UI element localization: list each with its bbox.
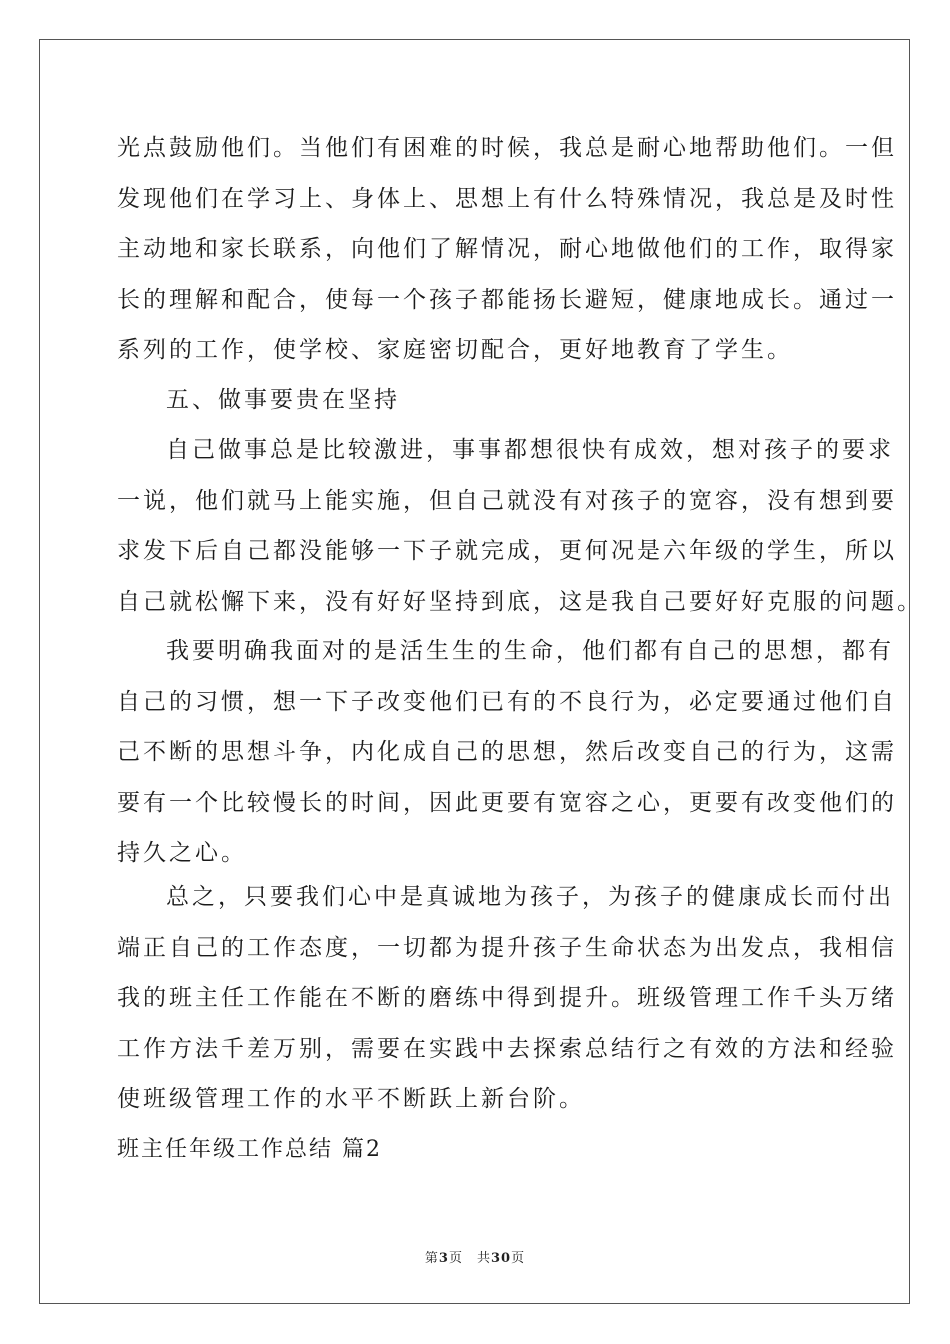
- section-heading-text: 五、做事要贵在坚持: [166, 387, 400, 413]
- paragraph-line: 工作方法千差万别，需要在实践中去探索总结行之有效的方法和经验: [117, 1035, 897, 1062]
- page-mid: 页 共: [448, 1251, 491, 1266]
- page-current: 3: [438, 1251, 449, 1266]
- paragraph-line: 我要明确我面对的是活生生的生命，他们都有自己的思想，都有: [166, 638, 894, 664]
- paragraph-line: 己不断的思想斗争，内化成自己的思想，然后改变自己的行为，这需: [117, 739, 897, 765]
- paragraph-line: 自己就松懈下来，没有好好坚持到底，这是我自己要好好克服的问题。: [117, 588, 923, 615]
- paragraph-line: 端正自己的工作态度，一切都为提升孩子生命状态为出发点，我相信: [117, 934, 897, 961]
- paragraph-line: 发现他们在学习上、身体上、思想上有什么特殊情况，我总是及时性: [117, 185, 897, 212]
- page-suffix: 页: [511, 1251, 526, 1266]
- paragraph-line: 自己做事总是比较激进，事事都想很快有成效，想对孩子的要求: [166, 437, 894, 463]
- paragraph-4: [117, 872, 897, 1125]
- paragraph-line: 使班级管理工作的水平不断跃上新台阶。: [117, 1086, 585, 1112]
- paragraph-line: 一说，他们就马上能实施，但自己就没有对孩子的宽容，没有想到要: [117, 487, 897, 514]
- paragraph-line: 主动地和家长联系，向他们了解情况，耐心地做他们的工作，取得家: [117, 236, 897, 262]
- page-total: 30: [490, 1251, 512, 1266]
- page-prefix: 第: [424, 1251, 439, 1266]
- paragraph-line: 总之，只要我们心中是真诚地为孩子，为孩子的健康成长而付出: [166, 884, 894, 910]
- paragraph-line: 要有一个比较慢长的时间，因此更要有宽容之心，更要有改变他们的: [117, 789, 897, 816]
- paragraph-line: 长的理解和配合，使每一个孩子都能扬长避短，健康地成长。通过一: [117, 286, 897, 313]
- paragraph-line: 系列的工作，使学校、家庭密切配合，更好地教育了学生。: [117, 337, 793, 363]
- paragraph-3: [117, 626, 897, 879]
- paragraph-line: 求发下后自己都没能够一下子就完成，更何况是六年级的学生，所以: [117, 538, 897, 564]
- paragraph-line: 持久之心。: [117, 840, 247, 866]
- paragraph-1: [117, 123, 897, 376]
- page-number-footer: [0, 1247, 950, 1266]
- paragraph-line: 光点鼓励他们。当他们有困难的时候，我总是耐心地帮助他们。一但: [117, 135, 897, 161]
- paragraph-line: 我的班主任工作能在不断的磨练中得到提升。班级管理工作千头万绪: [117, 985, 897, 1011]
- section-title: 班主任年级工作总结 篇2: [117, 1137, 382, 1162]
- paragraph-line: 自己的习惯，想一下子改变他们已有的不良行为，必定要通过他们自: [117, 688, 897, 715]
- section-heading-5: [117, 375, 833, 426]
- paragraph-2: [117, 425, 923, 627]
